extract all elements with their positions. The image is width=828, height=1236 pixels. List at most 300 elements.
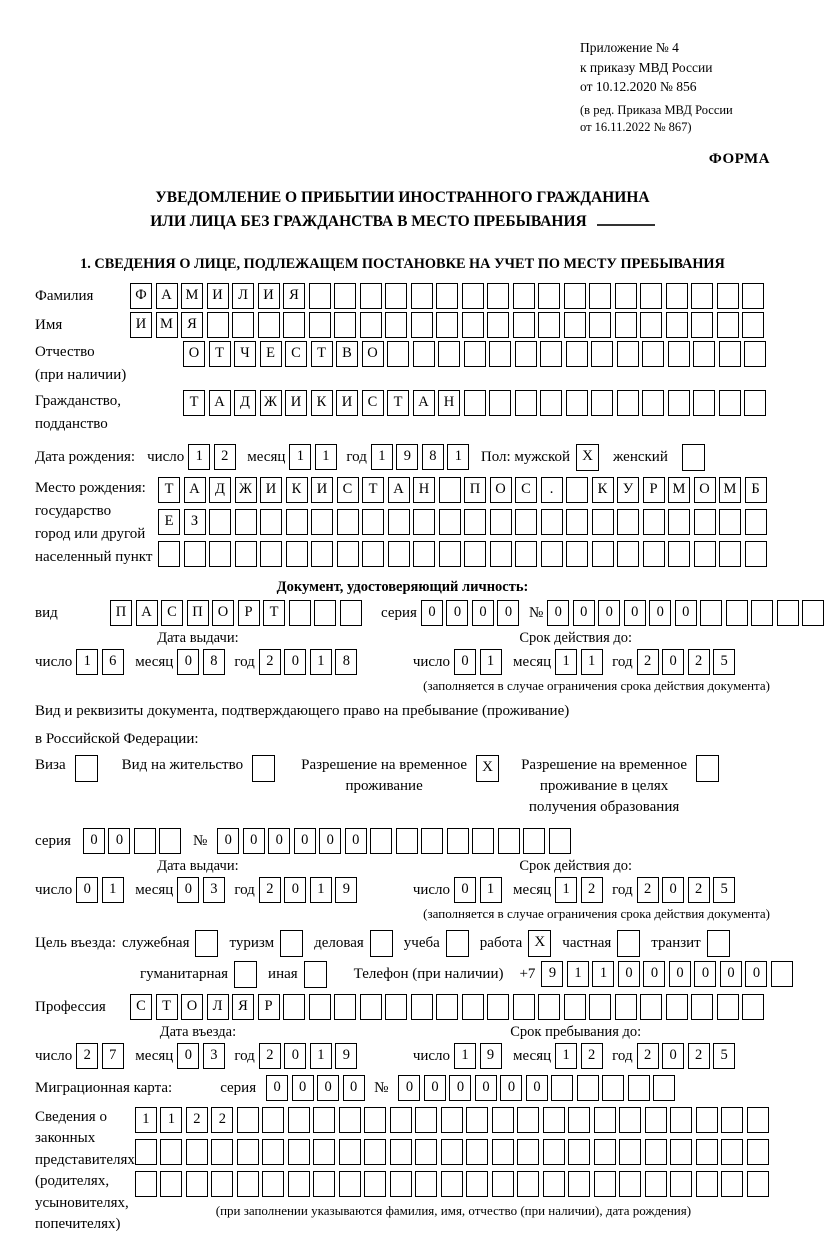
char-box[interactable] [670, 1171, 692, 1197]
char-box[interactable]: 2 [259, 1043, 281, 1069]
char-box[interactable]: М [181, 283, 203, 309]
checkbox-male[interactable]: X [576, 444, 599, 471]
char-box[interactable] [645, 1139, 667, 1165]
checkbox-purpose-transit[interactable] [707, 930, 730, 957]
char-box[interactable]: 2 [259, 649, 281, 675]
char-box[interactable]: 0 [177, 649, 199, 675]
char-box[interactable]: Р [643, 477, 665, 503]
char-box[interactable] [262, 1107, 284, 1133]
char-box[interactable]: 0 [243, 828, 265, 854]
char-box[interactable] [515, 509, 537, 535]
char-box[interactable] [438, 341, 460, 367]
char-box[interactable]: К [592, 477, 614, 503]
char-box[interactable]: 1 [454, 1043, 476, 1069]
char-box[interactable]: 1 [135, 1107, 157, 1133]
char-box[interactable] [492, 1171, 514, 1197]
char-box[interactable] [721, 1107, 743, 1133]
char-box[interactable]: А [413, 390, 435, 416]
char-box[interactable]: Л [207, 994, 229, 1020]
char-box[interactable]: 1 [76, 649, 98, 675]
char-box[interactable]: А [156, 283, 178, 309]
char-box[interactable]: И [285, 390, 307, 416]
char-box[interactable] [314, 600, 336, 626]
checkbox-visa[interactable] [75, 755, 98, 782]
char-box[interactable] [339, 1139, 361, 1165]
char-box[interactable] [159, 828, 181, 854]
char-box[interactable]: 0 [83, 828, 105, 854]
char-box[interactable]: 2 [581, 1043, 603, 1069]
char-box[interactable] [617, 509, 639, 535]
char-box[interactable] [747, 1171, 769, 1197]
char-box[interactable] [339, 1107, 361, 1133]
char-box[interactable]: 0 [454, 877, 476, 903]
char-box[interactable] [334, 312, 356, 338]
char-box[interactable] [617, 341, 639, 367]
char-box[interactable] [747, 1107, 769, 1133]
char-box[interactable]: 2 [688, 877, 710, 903]
char-box[interactable]: С [515, 477, 537, 503]
char-box[interactable] [337, 541, 359, 567]
char-box[interactable] [385, 994, 407, 1020]
char-box[interactable] [549, 828, 571, 854]
char-box[interactable] [543, 1107, 565, 1133]
char-box[interactable] [490, 541, 512, 567]
char-box[interactable]: 9 [541, 961, 563, 987]
char-box[interactable] [592, 541, 614, 567]
char-box[interactable] [670, 1139, 692, 1165]
char-box[interactable] [415, 1139, 437, 1165]
char-box[interactable] [134, 828, 156, 854]
char-box[interactable]: Е [260, 341, 282, 367]
char-box[interactable]: 0 [319, 828, 341, 854]
char-box[interactable]: Д [234, 390, 256, 416]
char-box[interactable] [360, 994, 382, 1020]
char-box[interactable]: 0 [497, 600, 519, 626]
char-box[interactable]: 0 [294, 828, 316, 854]
char-box[interactable] [309, 994, 331, 1020]
char-box[interactable] [696, 1107, 718, 1133]
char-box[interactable] [691, 312, 713, 338]
char-box[interactable] [464, 390, 486, 416]
char-box[interactable]: 0 [266, 1075, 288, 1101]
checkbox-purpose-private[interactable] [617, 930, 640, 957]
checkbox-purpose-business[interactable] [370, 930, 393, 957]
char-box[interactable]: 1 [447, 444, 469, 470]
char-box[interactable]: 5 [713, 877, 735, 903]
char-box[interactable] [615, 283, 637, 309]
char-box[interactable] [696, 1171, 718, 1197]
char-box[interactable] [283, 994, 305, 1020]
char-box[interactable] [415, 1107, 437, 1133]
char-box[interactable] [441, 1107, 463, 1133]
char-box[interactable] [668, 341, 690, 367]
char-box[interactable] [719, 509, 741, 535]
char-box[interactable] [388, 509, 410, 535]
char-box[interactable]: . [541, 477, 563, 503]
char-box[interactable] [362, 509, 384, 535]
char-box[interactable] [742, 994, 764, 1020]
char-box[interactable] [466, 1139, 488, 1165]
char-box[interactable]: И [258, 283, 280, 309]
char-box[interactable] [364, 1107, 386, 1133]
char-box[interactable]: О [694, 477, 716, 503]
char-box[interactable]: 0 [76, 877, 98, 903]
char-box[interactable]: 0 [745, 961, 767, 987]
char-box[interactable] [515, 390, 537, 416]
char-box[interactable]: 9 [480, 1043, 502, 1069]
char-box[interactable]: 7 [102, 1043, 124, 1069]
char-box[interactable] [668, 509, 690, 535]
char-box[interactable] [719, 390, 741, 416]
checkbox-purpose-study[interactable] [446, 930, 469, 957]
checkbox-purpose-work[interactable]: X [528, 930, 551, 957]
char-box[interactable] [235, 509, 257, 535]
char-box[interactable] [396, 828, 418, 854]
char-box[interactable] [628, 1075, 650, 1101]
char-box[interactable] [211, 1171, 233, 1197]
char-box[interactable] [439, 541, 461, 567]
char-box[interactable]: Р [258, 994, 280, 1020]
char-box[interactable] [591, 390, 613, 416]
char-box[interactable] [313, 1107, 335, 1133]
char-box[interactable] [566, 341, 588, 367]
char-box[interactable] [645, 1107, 667, 1133]
char-box[interactable] [517, 1107, 539, 1133]
char-box[interactable]: 0 [573, 600, 595, 626]
char-box[interactable]: З [184, 509, 206, 535]
char-box[interactable]: П [187, 600, 209, 626]
char-box[interactable]: К [286, 477, 308, 503]
char-box[interactable] [436, 994, 458, 1020]
char-box[interactable] [441, 1171, 463, 1197]
char-box[interactable] [362, 541, 384, 567]
char-box[interactable] [602, 1075, 624, 1101]
char-box[interactable] [717, 283, 739, 309]
char-box[interactable] [594, 1171, 616, 1197]
char-box[interactable] [619, 1107, 641, 1133]
char-box[interactable] [160, 1171, 182, 1197]
checkbox-purpose-other[interactable] [304, 961, 327, 988]
char-box[interactable] [186, 1139, 208, 1165]
char-box[interactable] [288, 1139, 310, 1165]
char-box[interactable] [411, 994, 433, 1020]
char-box[interactable]: 5 [713, 1043, 735, 1069]
char-box[interactable]: Т [311, 341, 333, 367]
char-box[interactable]: 2 [637, 649, 659, 675]
char-box[interactable] [745, 509, 767, 535]
char-box[interactable]: 2 [214, 444, 236, 470]
char-box[interactable]: С [285, 341, 307, 367]
char-box[interactable] [642, 341, 664, 367]
char-box[interactable]: 9 [335, 877, 357, 903]
char-box[interactable] [721, 1139, 743, 1165]
char-box[interactable]: У [617, 477, 639, 503]
char-box[interactable]: О [181, 994, 203, 1020]
char-box[interactable] [515, 541, 537, 567]
char-box[interactable] [235, 541, 257, 567]
char-box[interactable]: 3 [203, 877, 225, 903]
char-box[interactable]: 2 [581, 877, 603, 903]
char-box[interactable] [439, 509, 461, 535]
char-box[interactable]: 0 [284, 1043, 306, 1069]
char-box[interactable] [313, 1139, 335, 1165]
char-box[interactable]: Ж [235, 477, 257, 503]
char-box[interactable] [592, 509, 614, 535]
char-box[interactable] [566, 541, 588, 567]
char-box[interactable]: 0 [292, 1075, 314, 1101]
char-box[interactable]: 6 [102, 649, 124, 675]
char-box[interactable] [337, 509, 359, 535]
char-box[interactable]: 2 [637, 1043, 659, 1069]
char-box[interactable]: 9 [396, 444, 418, 470]
char-box[interactable] [617, 541, 639, 567]
char-box[interactable] [747, 1139, 769, 1165]
char-box[interactable]: О [183, 341, 205, 367]
char-box[interactable]: 3 [203, 1043, 225, 1069]
char-box[interactable] [541, 509, 563, 535]
char-box[interactable]: 1 [310, 1043, 332, 1069]
char-box[interactable] [385, 312, 407, 338]
char-box[interactable]: 1 [480, 877, 502, 903]
char-box[interactable] [694, 509, 716, 535]
char-box[interactable] [541, 541, 563, 567]
char-box[interactable] [538, 312, 560, 338]
char-box[interactable] [466, 1107, 488, 1133]
char-box[interactable] [538, 994, 560, 1020]
checkbox-temporary-residence-education[interactable] [696, 755, 719, 782]
char-box[interactable] [464, 541, 486, 567]
char-box[interactable]: 0 [446, 600, 468, 626]
char-box[interactable]: 1 [310, 877, 332, 903]
char-box[interactable]: 0 [108, 828, 130, 854]
char-box[interactable] [668, 390, 690, 416]
char-box[interactable] [640, 312, 662, 338]
char-box[interactable]: Н [413, 477, 435, 503]
char-box[interactable]: 0 [284, 877, 306, 903]
char-box[interactable]: 8 [203, 649, 225, 675]
checkbox-temporary-residence[interactable]: X [476, 755, 499, 782]
char-box[interactable] [340, 600, 362, 626]
char-box[interactable] [411, 283, 433, 309]
char-box[interactable]: 0 [475, 1075, 497, 1101]
char-box[interactable] [490, 509, 512, 535]
char-box[interactable] [666, 283, 688, 309]
char-box[interactable]: 1 [555, 1043, 577, 1069]
char-box[interactable] [643, 541, 665, 567]
char-box[interactable] [441, 1139, 463, 1165]
char-box[interactable]: Т [158, 477, 180, 503]
char-box[interactable] [640, 994, 662, 1020]
char-box[interactable]: 0 [421, 600, 443, 626]
char-box[interactable] [594, 1107, 616, 1133]
char-box[interactable] [543, 1171, 565, 1197]
char-box[interactable] [568, 1139, 590, 1165]
char-box[interactable]: Н [438, 390, 460, 416]
char-box[interactable] [515, 341, 537, 367]
char-box[interactable]: 0 [343, 1075, 365, 1101]
char-box[interactable] [645, 1171, 667, 1197]
char-box[interactable] [311, 541, 333, 567]
char-box[interactable] [498, 828, 520, 854]
char-box[interactable]: 0 [345, 828, 367, 854]
char-box[interactable]: 8 [422, 444, 444, 470]
char-box[interactable] [564, 994, 586, 1020]
char-box[interactable] [209, 509, 231, 535]
char-box[interactable] [744, 390, 766, 416]
char-box[interactable] [334, 283, 356, 309]
char-box[interactable]: 0 [662, 1043, 684, 1069]
char-box[interactable]: О [212, 600, 234, 626]
char-box[interactable] [619, 1171, 641, 1197]
char-box[interactable] [693, 390, 715, 416]
char-box[interactable]: Ф [130, 283, 152, 309]
char-box[interactable] [517, 1171, 539, 1197]
char-box[interactable] [513, 994, 535, 1020]
char-box[interactable] [691, 994, 713, 1020]
char-box[interactable]: 0 [547, 600, 569, 626]
char-box[interactable]: 1 [315, 444, 337, 470]
char-box[interactable]: 0 [317, 1075, 339, 1101]
char-box[interactable] [700, 600, 722, 626]
char-box[interactable] [313, 1171, 335, 1197]
char-box[interactable] [802, 600, 824, 626]
char-box[interactable] [464, 341, 486, 367]
char-box[interactable] [719, 541, 741, 567]
char-box[interactable] [523, 828, 545, 854]
char-box[interactable] [360, 283, 382, 309]
char-box[interactable]: М [668, 477, 690, 503]
char-box[interactable]: 0 [284, 649, 306, 675]
char-box[interactable] [411, 312, 433, 338]
char-box[interactable]: 2 [186, 1107, 208, 1133]
char-box[interactable]: 2 [688, 1043, 710, 1069]
char-box[interactable] [694, 541, 716, 567]
char-box[interactable] [566, 477, 588, 503]
char-box[interactable]: 0 [177, 877, 199, 903]
char-box[interactable] [464, 509, 486, 535]
char-box[interactable] [696, 1139, 718, 1165]
checkbox-purpose-tourism[interactable] [280, 930, 303, 957]
char-box[interactable] [745, 541, 767, 567]
char-box[interactable] [619, 1139, 641, 1165]
char-box[interactable]: 1 [581, 649, 603, 675]
char-box[interactable]: 1 [310, 649, 332, 675]
char-box[interactable] [489, 390, 511, 416]
char-box[interactable]: 1 [102, 877, 124, 903]
char-box[interactable]: 1 [567, 961, 589, 987]
char-box[interactable] [751, 600, 773, 626]
char-box[interactable]: Т [156, 994, 178, 1020]
char-box[interactable]: Я [232, 994, 254, 1020]
char-box[interactable]: 0 [598, 600, 620, 626]
char-box[interactable] [492, 1139, 514, 1165]
char-box[interactable]: 9 [335, 1043, 357, 1069]
char-box[interactable] [260, 541, 282, 567]
char-box[interactable] [513, 312, 535, 338]
char-box[interactable] [540, 341, 562, 367]
char-box[interactable] [771, 961, 793, 987]
char-box[interactable]: Т [387, 390, 409, 416]
char-box[interactable]: Д [209, 477, 231, 503]
char-box[interactable] [589, 312, 611, 338]
char-box[interactable] [211, 1139, 233, 1165]
char-box[interactable] [237, 1171, 259, 1197]
char-box[interactable]: 0 [500, 1075, 522, 1101]
char-box[interactable]: 0 [472, 600, 494, 626]
char-box[interactable]: 0 [669, 961, 691, 987]
char-box[interactable]: И [336, 390, 358, 416]
char-box[interactable]: 2 [637, 877, 659, 903]
char-box[interactable]: С [161, 600, 183, 626]
char-box[interactable] [311, 509, 333, 535]
char-box[interactable] [615, 994, 637, 1020]
char-box[interactable]: С [362, 390, 384, 416]
char-box[interactable]: 0 [177, 1043, 199, 1069]
char-box[interactable] [232, 312, 254, 338]
char-box[interactable]: Т [209, 341, 231, 367]
char-box[interactable]: 2 [76, 1043, 98, 1069]
char-box[interactable] [617, 390, 639, 416]
char-box[interactable] [538, 283, 560, 309]
char-box[interactable] [260, 509, 282, 535]
char-box[interactable] [390, 1107, 412, 1133]
char-box[interactable]: О [362, 341, 384, 367]
char-box[interactable]: А [136, 600, 158, 626]
char-box[interactable] [390, 1171, 412, 1197]
char-box[interactable]: Ж [260, 390, 282, 416]
char-box[interactable] [691, 283, 713, 309]
char-box[interactable]: 0 [217, 828, 239, 854]
char-box[interactable] [551, 1075, 573, 1101]
char-box[interactable]: 0 [720, 961, 742, 987]
char-box[interactable] [543, 1139, 565, 1165]
char-box[interactable] [653, 1075, 675, 1101]
char-box[interactable]: 1 [555, 649, 577, 675]
char-box[interactable] [288, 1171, 310, 1197]
char-box[interactable]: 8 [335, 649, 357, 675]
char-box[interactable] [717, 994, 739, 1020]
char-box[interactable]: 1 [555, 877, 577, 903]
char-box[interactable] [489, 341, 511, 367]
char-box[interactable]: Т [183, 390, 205, 416]
char-box[interactable] [436, 283, 458, 309]
char-box[interactable] [726, 600, 748, 626]
char-box[interactable]: И [260, 477, 282, 503]
char-box[interactable] [693, 341, 715, 367]
char-box[interactable] [262, 1171, 284, 1197]
char-box[interactable] [370, 828, 392, 854]
char-box[interactable]: 1 [592, 961, 614, 987]
char-box[interactable]: Л [232, 283, 254, 309]
char-box[interactable] [568, 1171, 590, 1197]
char-box[interactable]: И [311, 477, 333, 503]
char-box[interactable] [436, 312, 458, 338]
char-box[interactable] [364, 1171, 386, 1197]
char-box[interactable] [744, 341, 766, 367]
char-box[interactable] [439, 477, 461, 503]
char-box[interactable]: П [464, 477, 486, 503]
char-box[interactable] [158, 541, 180, 567]
char-box[interactable] [288, 1107, 310, 1133]
char-box[interactable]: И [207, 283, 229, 309]
char-box[interactable]: О [490, 477, 512, 503]
char-box[interactable]: 5 [713, 649, 735, 675]
char-box[interactable] [207, 312, 229, 338]
char-box[interactable] [640, 283, 662, 309]
char-box[interactable]: Я [283, 283, 305, 309]
char-box[interactable] [135, 1171, 157, 1197]
checkbox-purpose-official[interactable] [195, 930, 218, 957]
